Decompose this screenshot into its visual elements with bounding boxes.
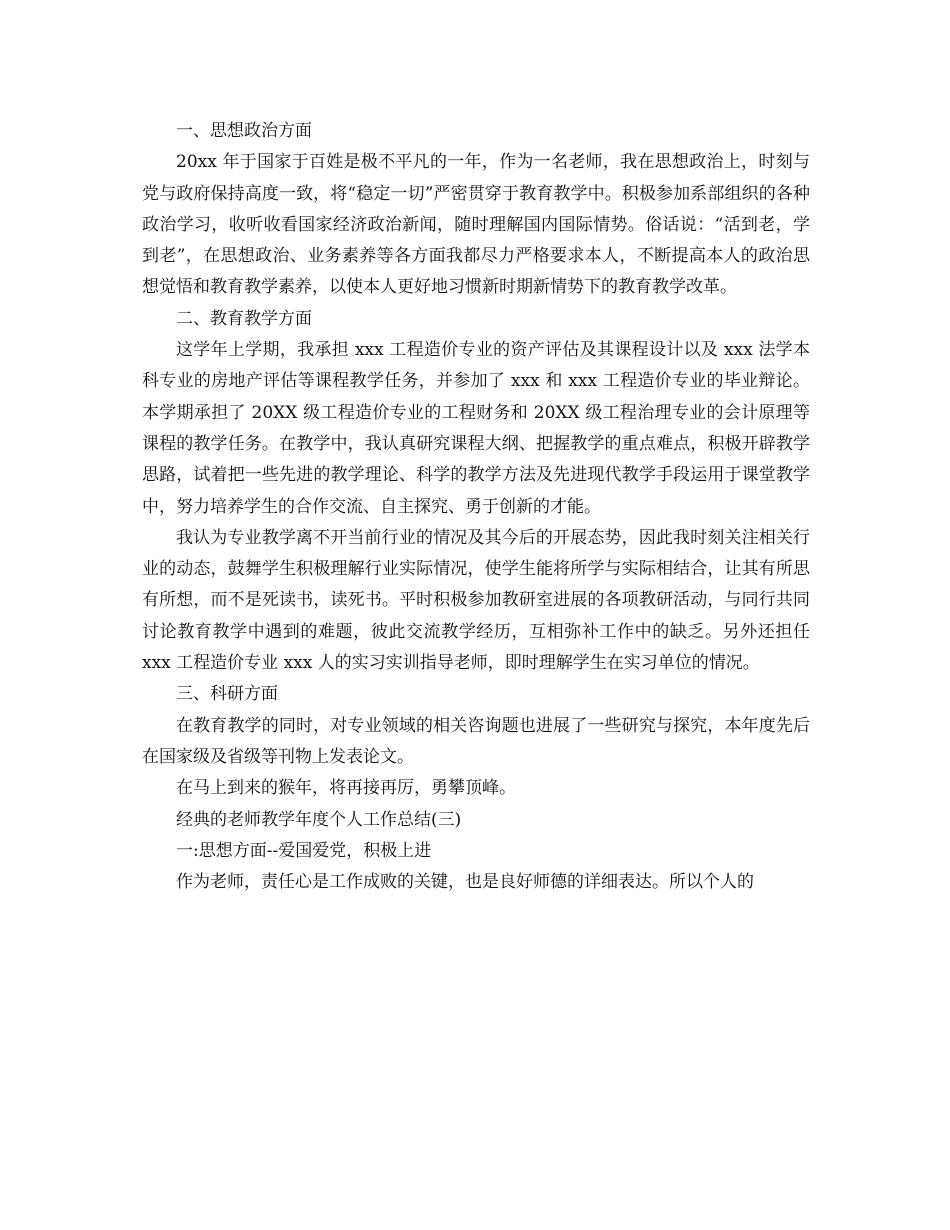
section-heading-ideology: 一:思想方面--爱国爱党，积极上进 bbox=[176, 840, 432, 861]
paragraph-industry-body: 我认为专业教学离不开当前行业的情况及其今后的开展态势，因此我时刻关注相关行业的动态，鼓舞学生积极理解行业实际情况，使学生能将所学与实际相结合，让其有所思有所想，而不是死读书，读死书。平时积极参加教研室进展的各项教研活动，与同行共同讨论教育教学中遇到的难题，彼此交流教学经历，互相弥补工作中的缺乏。另外还担任 xxx 工程造价专业 xxx 人的实习实训指导老师，即时理解学生在实习单位的情况。 bbox=[142, 527, 810, 674]
paragraph-research-body: 在教育教学的同时，对专业领域的相关咨询题也进展了一些研究与探究，本年度先后在国家级及省级等刊物上发表论文。 bbox=[142, 715, 810, 767]
section-heading-research: 三、科研方面 bbox=[176, 684, 278, 705]
section-heading-political: 一、思想政治方面 bbox=[176, 121, 312, 141]
section-heading-teaching: 二、教育教学方面 bbox=[176, 308, 312, 329]
paragraph-political-body: 20xx 年于国家于百姓是极不平凡的一年，作为一名老师，我在思想政治上，时刻与党与政府保持高度一致，将“稳定一切”严密贯穿于教育教学中。积极参加系部组织的各种政治学习，收听收看国家经济政治新闻，随时理解国内国际情势。俗话说：“活到老，学到老”，在思想政治、业务素养等各方面我都尽力严格要求本人，不断提高本人的政治思想觉悟和教育教学素养，以使本人更好地习惯新时期新情势下的教育教学改革。 bbox=[142, 152, 810, 298]
paragraph-teaching-body: 这学年上学期，我承担 xxx 工程造价专业的资产评估及其课程设计以及 xxx 法学本科专业的房地产评估等课程教学任务，并参加了 xxx 和 xxx 工程造价专业的毕业辩论。本学期承担了 20XX 级工程造价专业的工程财务和 20XX 级工程治理专业的会计原理等课程的教学任务。在教学中，我认真研究课程大纲、把握教学的重点难点，积极开辟教学思路，试着把一些先进的教学理论、科学的教学方法及先进现代教学手段运用于课堂教学中，努力培养学生的合作交流、自主探究、勇于创新的才能。 bbox=[142, 340, 810, 517]
paragraph-ideology-body: 作为老师，责任心是工作成败的关键，也是良好师德的详细表达。所以个人的 bbox=[176, 872, 754, 893]
document-page bbox=[142, 116, 810, 898]
document-subtitle: 经典的老师教学年度个人工作总结(三) bbox=[176, 809, 462, 830]
paragraph-closing: 在马上到来的猴年，将再接再厉，勇攀顶峰。 bbox=[176, 778, 516, 799]
